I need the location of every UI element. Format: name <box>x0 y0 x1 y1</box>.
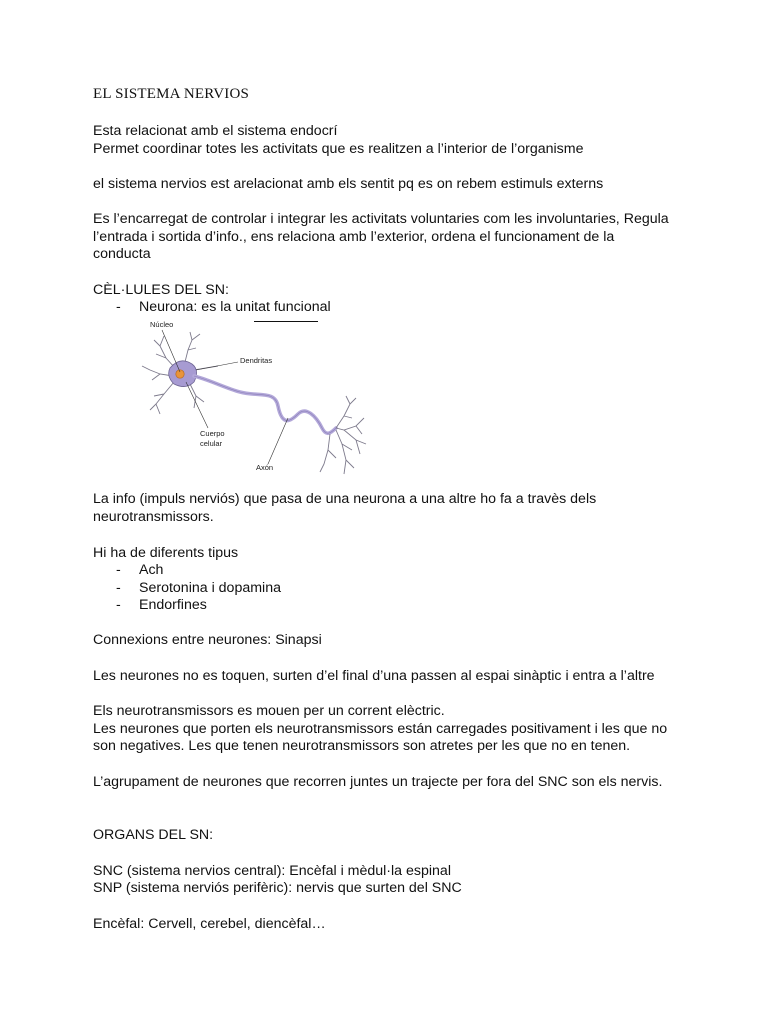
paragraph-line: Es l’encarregat de controlar i integrar les activitats voluntaries com les involuntaries, Regula <box>93 211 669 227</box>
section-heading-organs: ORGANS DEL SN: <box>93 827 214 843</box>
bullet-marker: - <box>116 597 121 613</box>
bullet-marker: - <box>116 299 121 315</box>
label-dendritas: Dendritas <box>240 356 273 365</box>
paragraph-line: son negatives. Les que tenen neurotransmissors son atretes per les que no en tenen. <box>93 738 631 754</box>
nucleus <box>176 370 184 378</box>
paragraph-line: Esta relacionat amb el sistema endocrí <box>93 123 338 139</box>
list-item: Ach <box>139 562 164 578</box>
neuron-diagram <box>130 318 380 483</box>
paragraph-line: SNP (sistema nerviós perifèric): nervis que surten del SNC <box>93 880 462 896</box>
paragraph-line: Encèfal: Cervell, cerebel, diencèfal… <box>93 916 326 932</box>
bullet-marker: - <box>116 580 121 596</box>
label-celular: celular <box>200 439 223 448</box>
paragraph-line: Permet coordinar totes les activitats que es realitzen a l’interior de l’organisme <box>93 141 584 157</box>
paragraph-line: Les neurones no es toquen, surten d’el final d’una passen al espai sinàptic i entra a l’altre <box>93 668 655 684</box>
section-heading-cells: CÈL·LULES DEL SN: <box>93 282 229 298</box>
axon <box>194 376 336 433</box>
label-cuerpo: Cuerpo <box>200 429 225 438</box>
list-item: Serotonina i dopamina <box>139 580 281 596</box>
list-item: Endorfines <box>139 597 207 613</box>
list-item-neurona: Neurona: es la unitat funcional <box>139 299 331 315</box>
document-title: EL SISTEMA NERVIOS <box>93 86 250 102</box>
paragraph-line: La info (impuls nerviós) que pasa de una neurona a una altre ho fa a travès dels <box>93 491 597 507</box>
paragraph-line: l’entrada i sortida d’info., ens relaciona amb l’exterior, ordena el funcionament de la <box>93 229 615 245</box>
paragraph-line: conducta <box>93 246 151 262</box>
paragraph-line: neurotransmissors. <box>93 509 214 525</box>
paragraph-line: Les neurones que porten els neurotransmissors están carregades positivament i les que no <box>93 721 668 737</box>
paragraph-line: L’agrupament de neurones que recorren juntes un trajecte per fora del SNC son els nervis. <box>93 774 663 790</box>
label-axon: Axón <box>256 463 274 472</box>
paragraph-line: SNC (sistema nervios central): Encèfal i mèdul·la espinal <box>93 863 451 879</box>
paragraph-line: Els neurotransmissors es mouen per un corrent elèctric. <box>93 703 445 719</box>
section-heading-types: Hi ha de diferents tipus <box>93 545 239 561</box>
paragraph-line: el sistema nervios est arelacionat amb els sentit pq es on rebem estimuls externs <box>93 176 604 192</box>
label-nucleo: Núcleo <box>150 320 174 329</box>
bullet-marker: - <box>116 562 121 578</box>
paragraph-line: Connexions entre neurones: Sinapsi <box>93 632 322 648</box>
